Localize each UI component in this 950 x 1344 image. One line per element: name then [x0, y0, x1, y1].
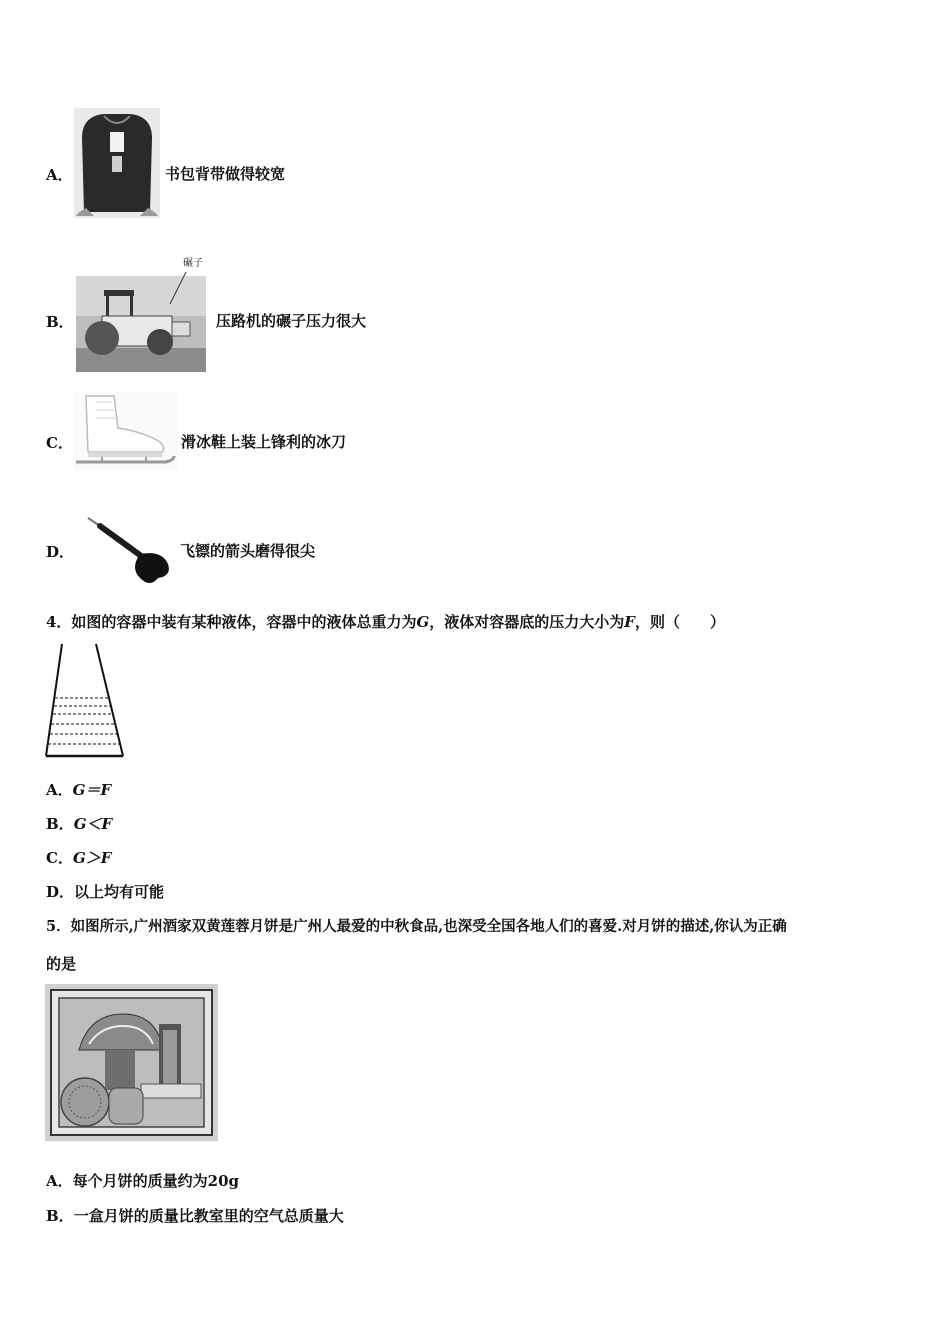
- q4-option-a-expr: G＝F: [72, 781, 112, 799]
- q4-option-b-expr: G＜F: [73, 815, 113, 833]
- q4-stem-post: ，则（ ）: [634, 613, 725, 631]
- road-roller-callout: 碾子: [183, 258, 203, 269]
- q4-option-b: [46, 814, 112, 834]
- q5-option-b-text: 一盒月饼的质量比教室里的空气总质量大: [73, 1207, 344, 1225]
- option-c-text: 滑冰鞋上装上锋利的冰刀: [181, 433, 347, 451]
- q5-option-b-label: B．: [46, 1207, 74, 1225]
- q5-option-b: [46, 1206, 344, 1226]
- q5-option-a: [46, 1171, 239, 1191]
- q4-option-c-expr: G＞F: [72, 849, 112, 867]
- q4-option-a-label: A．: [46, 781, 73, 799]
- option-b-text: 压路机的碾子压力很大: [216, 312, 367, 330]
- dart-image: [82, 512, 178, 588]
- ice-skate-image: [74, 392, 178, 470]
- container-diagram: [44, 642, 126, 760]
- question-5-stem-line1: 5．如图所示,广州酒家双黄莲蓉月饼是广州人最爱的中秋食品,也深受全国各地人们的喜爱.对月饼的描述,你认为正确: [46, 918, 787, 935]
- mooncake-box-image: [45, 984, 218, 1141]
- q4-stem-mid: ，液体对容器底的压力大小为: [429, 613, 625, 631]
- q4-option-d: [46, 882, 164, 902]
- option-a-label: A．: [46, 166, 73, 184]
- q4-option-d-label: D．: [46, 883, 75, 901]
- q4-option-d-text: 以上均有可能: [74, 883, 165, 901]
- q4-var-f: F: [624, 613, 635, 631]
- q4-option-b-label: B．: [46, 815, 74, 833]
- backpack-image: [74, 108, 160, 218]
- q4-option-c: [46, 848, 111, 868]
- option-a-text: 书包背带做得较宽: [165, 165, 286, 183]
- q4-stem-pre: 4．如图的容器中装有某种液体，容器中的液体总重力为: [46, 613, 417, 631]
- question-4-stem: [46, 612, 725, 632]
- question-5-stem-line2: 的是: [46, 955, 77, 973]
- option-d-text: 飞镖的箭头磨得很尖: [180, 542, 316, 560]
- road-roller-image: [74, 258, 208, 374]
- option-d-label: D．: [46, 543, 75, 561]
- option-b-label: B．: [46, 313, 74, 331]
- q4-var-g: G: [416, 613, 430, 631]
- q5-option-a-text: 每个月饼的质量约为20g: [72, 1172, 240, 1190]
- q5-option-a-label: A．: [46, 1172, 73, 1190]
- option-c-label: C．: [46, 434, 73, 452]
- q4-option-c-label: C．: [46, 849, 73, 867]
- q4-option-a: [46, 780, 111, 800]
